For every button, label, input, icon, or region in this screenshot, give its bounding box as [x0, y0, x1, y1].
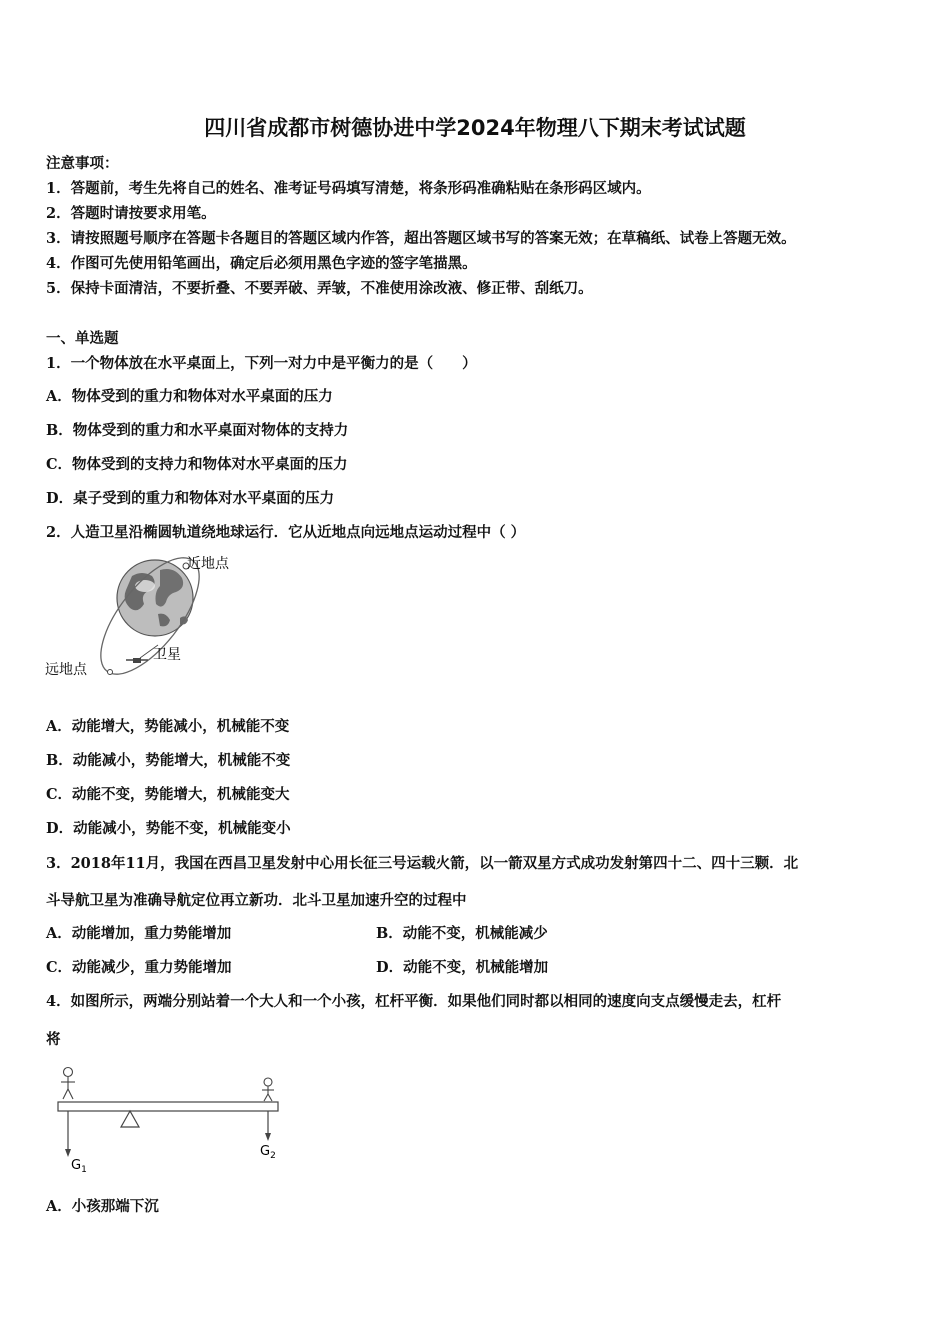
g2-label: G: [260, 1144, 271, 1159]
question-stem-continued: 斗导航卫星为准确导航定位再立新功．北斗卫星加速升空的过程中: [46, 892, 467, 909]
question-stem: 2．人造卫星沿椭圆轨道绕地球运行．它从近地点向远地点运动过程中（ ）: [46, 524, 526, 541]
option-d: D．动能减小，势能不变，机械能变小: [46, 820, 291, 837]
adult-figure-icon: [61, 1068, 75, 1100]
apogee-label: 远地点: [45, 662, 87, 678]
fulcrum-icon: [121, 1111, 139, 1127]
option-a: A．动能增大，势能减小，机械能不变: [46, 718, 290, 735]
force-arrow-g2: [265, 1111, 271, 1141]
option-c: C．动能减少，重力势能增加: [46, 959, 232, 976]
question-stem-continued: 将: [46, 1031, 61, 1048]
notice-heading: 注意事项：: [46, 155, 119, 172]
option-b: B．动能不变，机械能减少: [376, 925, 548, 942]
notice-item: 1．答题前，考生先将自己的姓名、准考证号码填写清楚，将条形码准确粘贴在条形码区域内。: [46, 180, 651, 197]
option-c: C．物体受到的支持力和物体对水平桌面的压力: [46, 456, 348, 473]
satellite-orbit-figure: [40, 548, 260, 688]
g1-label: G: [71, 1158, 82, 1173]
notice-item: 5．保持卡面清洁，不要折叠、不要弄破、弄皱，不准使用涂改液、修正带、刮纸刀。: [46, 280, 593, 297]
svg-text:G2: [260, 1144, 276, 1161]
option-c: C．动能不变，势能增大，机械能变大: [46, 786, 290, 803]
section-heading: 一、单选题: [46, 330, 119, 347]
force-arrow-g1: [65, 1111, 71, 1157]
perigee-label: 近地点: [187, 556, 229, 572]
option-b: B．动能减小，势能增大，机械能不变: [46, 752, 291, 769]
svg-text:G1: [71, 1158, 87, 1175]
option-a: A．小孩那端下沉: [46, 1198, 159, 1215]
g1-subscript: 1: [81, 1165, 87, 1175]
question-stem: 3．2018年11月，我国在西昌卫星发射中心用长征三号运载火箭，以一箭双星方式成功发射第四十二、四十三颗．北: [46, 855, 799, 872]
g2-subscript: 2: [270, 1151, 276, 1161]
lever-plank: [58, 1102, 278, 1111]
question-stem: 1．一个物体放在水平桌面上，下列一对力中是平衡力的是（ ）: [46, 355, 477, 372]
option-d: D．动能不变，机械能增加: [376, 959, 549, 976]
notice-item: 4．作图可先使用铅笔画出，确定后必须用黑色字迹的签字笔描黑。: [46, 255, 477, 272]
notice-item: 2．答题时请按要求用笔。: [46, 205, 216, 222]
option-a: A．动能增加，重力势能增加: [46, 925, 232, 942]
satellite-label: 卫星: [153, 647, 181, 663]
option-b: B．物体受到的重力和水平桌面对物体的支持力: [46, 422, 349, 439]
option-a: A．物体受到的重力和物体对水平桌面的压力: [46, 388, 333, 405]
page-title: 四川省成都市树德协进中学2024年物理八下期末考试试题: [204, 116, 746, 140]
option-d: D．桌子受到的重力和物体对水平桌面的压力: [46, 490, 335, 507]
child-figure-icon: [262, 1078, 274, 1101]
notice-item: 3．请按照题号顺序在答题卡各题目的答题区域内作答，超出答题区域书写的答案无效；在草稿纸、试卷上答题无效。: [46, 230, 796, 247]
lever-figure: [55, 1065, 295, 1175]
question-stem: 4．如图所示，两端分别站着一个大人和一个小孩，杠杆平衡．如果他们同时都以相同的速度向支点缓慢走去，杠杆: [46, 993, 782, 1010]
